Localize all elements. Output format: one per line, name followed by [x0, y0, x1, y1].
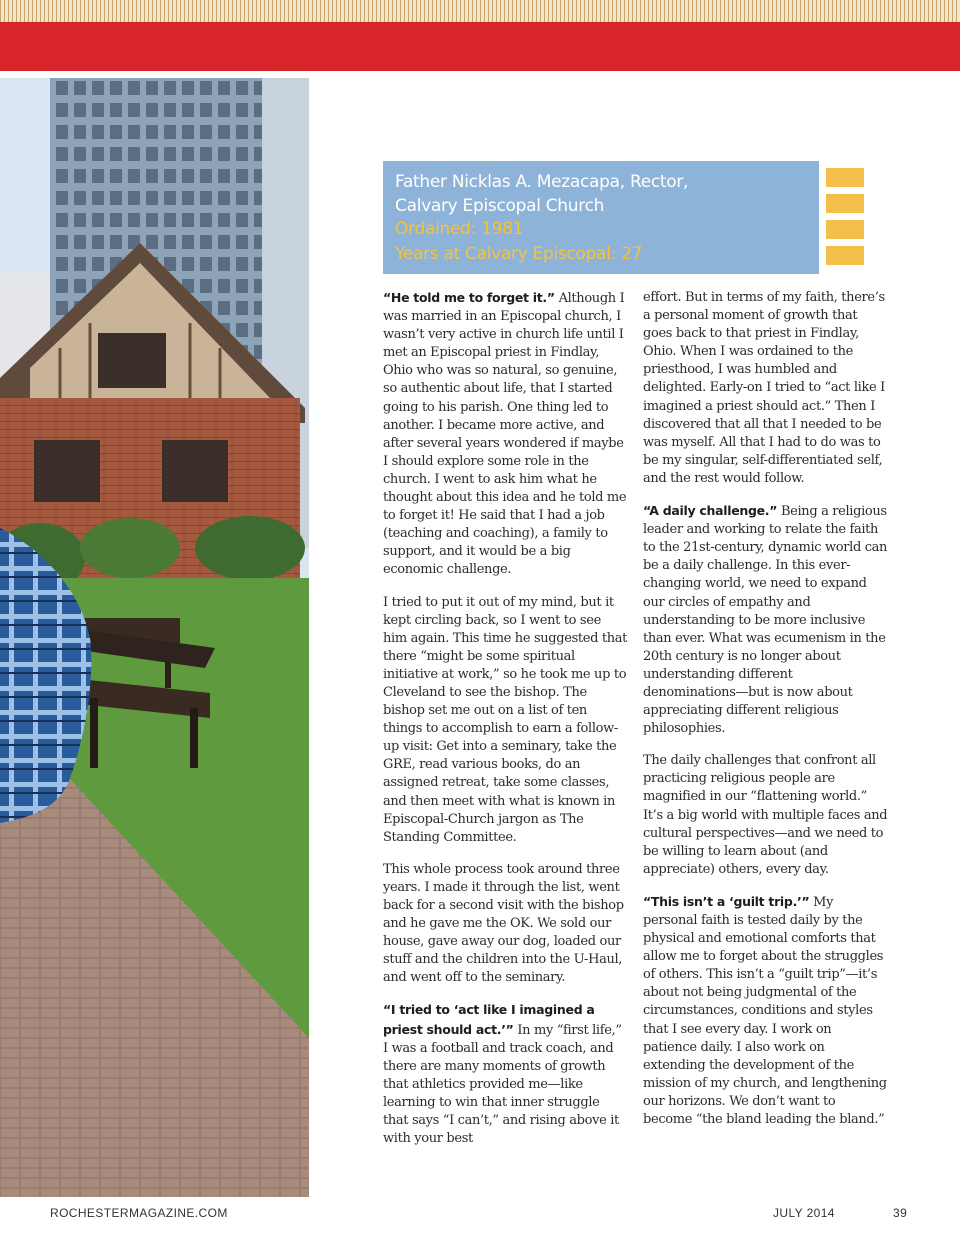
paragraph-text: In my “first life,” I was a football and track coach, and there are many moments of growth that athletics provided me—like learning to win that inner struggle that says “I can’t,” and rising above it with your best — [383, 1022, 622, 1147]
footer-issue-date: JULY 2014 — [773, 1206, 835, 1220]
paragraph — [383, 861, 628, 988]
paragraph-lead: “I tried to ‘act like I imagined a priest should act.’” — [383, 1002, 595, 1037]
paragraph-lead: “A daily challenge.” — [643, 503, 778, 519]
profile-name-line1: Father Nicklas A. Mezacapa, Rector, — [395, 172, 689, 192]
paragraph-lead: “This isn’t a ‘guilt trip.’” — [643, 893, 810, 909]
paragraph-text: I tried to put it out of my mind, but it kept circling back, so I went to see him again. This time he suggested that there “might be some spiritual initiative at work,” so he took me up to Cleveland to see the bishop. The bishop set me out on a list of ten things to accomplish to earn a follow-up visit: Get into a seminary, take the GRE, read various books, do an assigned retreat, take some classes, and then meet with what is known in Episcopal-Church jargon as The Standing Committee. — [383, 594, 628, 845]
profile-info-box — [383, 161, 819, 274]
decorative-square — [826, 220, 864, 239]
paragraph — [643, 289, 888, 488]
paragraph-text: This whole process took around three years. I made it through the list, went back for a second visit with the bishop and he gave me the OK. We sold our house, gave away our dog, loaded our stuff and the children into the U-Haul, and went off to the seminary. — [383, 861, 624, 986]
paragraph-text: Although I was married in an Episcopal church, I wasn’t very active in church life until I met an Episcopal priest in Findlay, Ohio who was so natural, so genuine, so authentic about life, that I started going to his parish. One thing led to another. I became more active, and after several years wondered if maybe I should explore some role in the church. I went to ask him what he thought about this idea and he told me to forget it! He said that I had a job (teaching and coaching), a family to support, and it would be a big economic challenge. — [383, 291, 627, 578]
paragraph — [643, 502, 888, 738]
paragraph — [383, 594, 628, 847]
footer-website: ROCHESTERMAGAZINE.COM — [50, 1206, 228, 1220]
decorative-square — [826, 168, 864, 187]
red-header-band — [0, 22, 960, 71]
profile-years: Years at Calvary Episcopal: 27 — [395, 244, 643, 264]
paragraph-text: The daily challenges that confront all practicing religious people are magnified in our “flattening world.” It’s a big world with multiple faces and cultural perspectives—and we need to be willing to learn about (and appreciate) others, every day. — [643, 753, 888, 877]
paragraph-text: effort. But in terms of my faith, there’s a personal moment of growth that goes back to that priest in Findlay, Ohio. When I was ordained to the priesthood, I was humbled and delighted. Early-on I tried to “act like I imagined a priest should act.” Then I discovered that all that I needed to be was myself. All that I had to do was to be my singular, self-differentiated self, and the rest would follow. — [643, 290, 885, 486]
profile-ordained: Ordained: 1981 — [395, 219, 524, 239]
decorative-stripe-band — [0, 0, 960, 22]
profile-name-line2: Calvary Episcopal Church — [395, 196, 605, 216]
paragraph-lead: “He told me to forget it.” — [383, 290, 555, 305]
footer-page-number: 39 — [893, 1206, 908, 1220]
paragraph — [383, 1001, 628, 1148]
decorative-square — [826, 194, 864, 213]
church-photo — [0, 78, 309, 1197]
article-column-2 — [643, 289, 888, 1143]
decorative-square — [826, 246, 864, 265]
paragraph-text: Being a religious leader and working to relate the faith to the 21st-century, dynamic world can be a daily challenge. In this ever-changing world, we need to expand our circles of empathy and understanding to be more inclusive than ever. What was ecumenism in the 20th century is no longer about understanding different denominations—but is now about appreciating different religious philosophies. — [643, 504, 888, 737]
paragraph-text: My personal faith is tested daily by the physical and emotional comforts that allow me to forget about the struggles of others. This isn’t a “guilt trip”—it’s about not being judgmental of the circumstances, conditions and styles that I see every day. I work on patience daily. I also work on extending the development of the mission of my church, and lengthening our horizons. We don’t want to become “the bland leading the bland.” — [643, 894, 887, 1128]
article-column-1 — [383, 289, 628, 1162]
paragraph — [383, 289, 628, 580]
paragraph — [643, 893, 888, 1129]
paragraph — [643, 752, 888, 879]
